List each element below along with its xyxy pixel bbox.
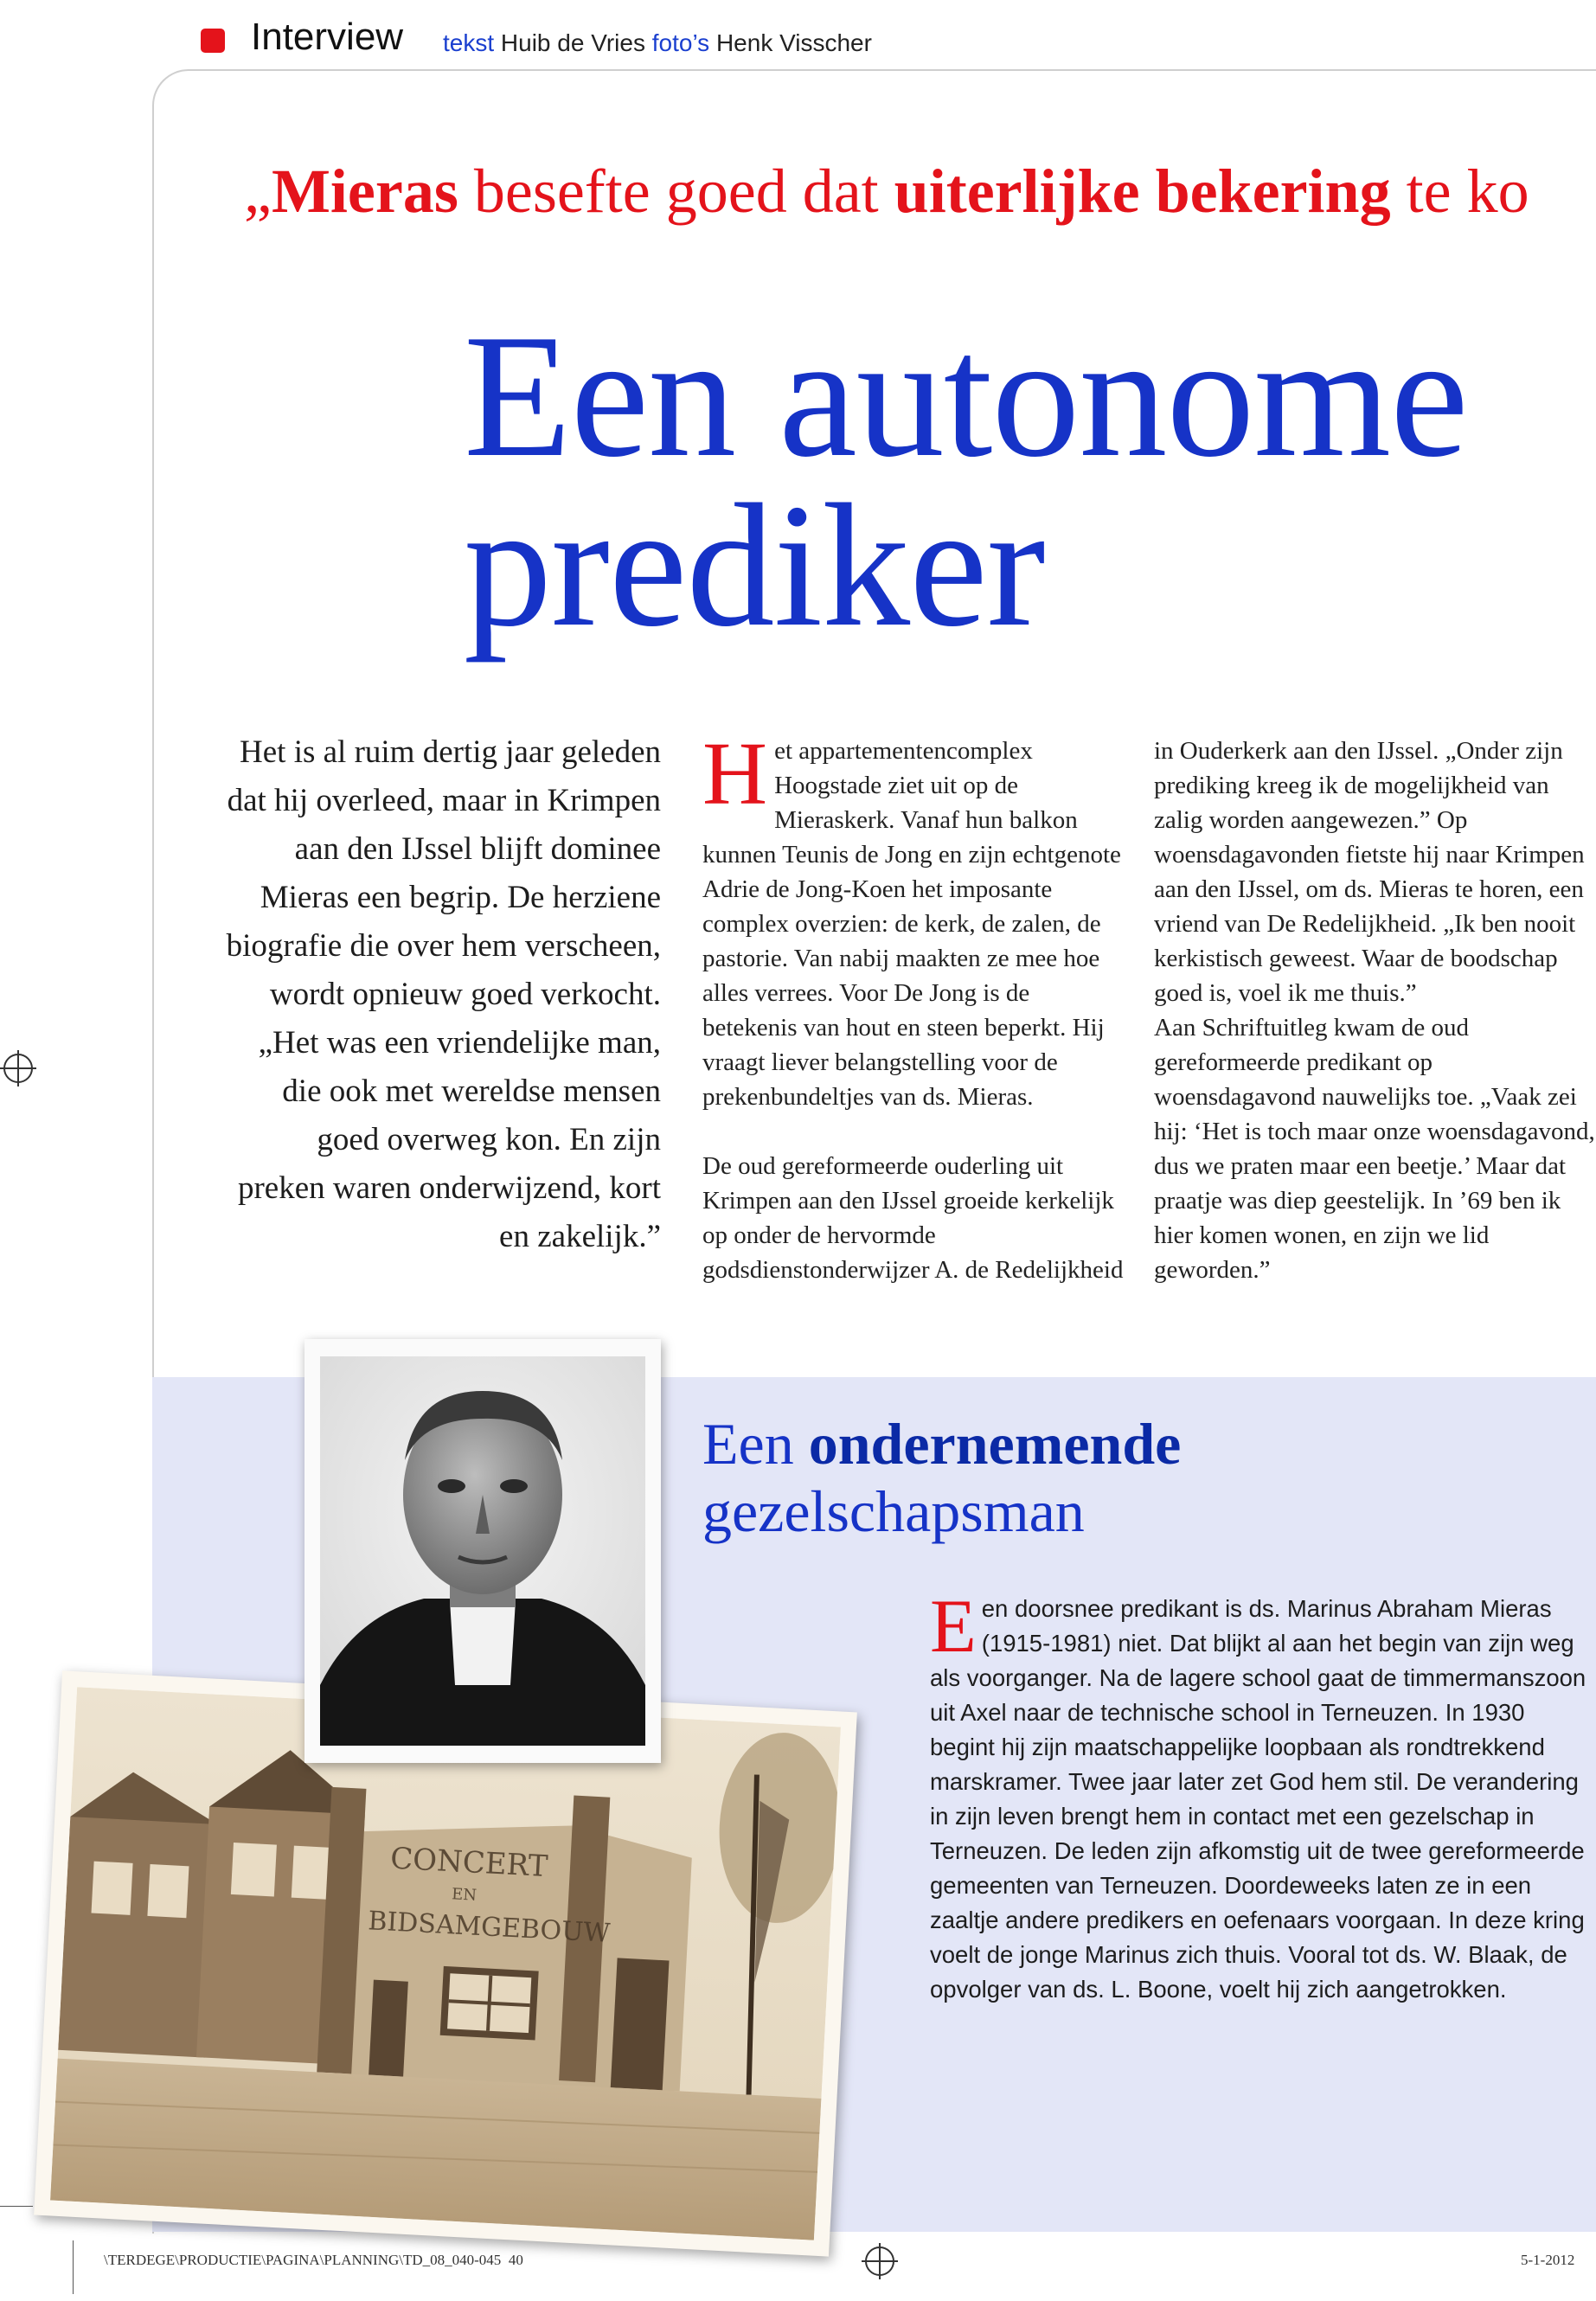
crop-mark-vertical [73,2240,74,2294]
sign-line-1: CONCERT [389,1841,549,1885]
footer-path-text: \TERDEGE\PRODUCTIE\PAGINA\PLANNING\TD_08_040-045 [104,2252,502,2268]
quote-bold-2: uiterlijke bekering [894,157,1391,226]
quote-open: „ [244,157,272,226]
headline-line-1: Een autonome [464,298,1468,494]
sign-line-3: BIDSAMGEBOUW [367,1906,612,1949]
portrait-photo-image [320,1356,645,1746]
footer-file-path [104,2252,523,2269]
portrait-photo [304,1339,661,1763]
section-marker [201,29,225,53]
footer-date: 5-1-2012 [1521,2252,1575,2268]
box-title-pre: Een [702,1411,809,1477]
column-1-paragraph-2: De oud gereformeerde ouderling uit Krimpen aan den IJssel groeide kerkelijk op onder de hervormde godsdienstonderwijzer A. de Redelijkheid [702,1152,1124,1284]
headline-line-2: prediker [464,468,1045,663]
quote-mid: besefte goed dat [458,157,894,226]
pull-quote [244,156,1596,228]
column-1-paragraph-1: et appartementencomplex Hoogstade ziet uit op de Mieraskerk. Vanaf hun balkon kunnen Teunis de Jong en zijn echtgenote Adrie de Jong-Koen het imposante complex overzien: de kerk, de zalen, de pastorie. Van nabij maakten ze mee hoe alles verrees. Voor De Jong is de betekenis van hout en steen beperkt. Hij vraagt liever belangstelling voor de prekenbundeltjes van ds. Mieras. [702,737,1121,1111]
building-photo-image [50,1687,841,2240]
author-name: Huib de Vries [500,29,645,56]
footer-page-number: 40 [508,2252,523,2268]
drop-cap: H [702,724,768,824]
registration-mark-icon [3,1054,33,1083]
column-2-paragraph-2: Aan Schriftuitleg kwam de oud gereformeerde predikant op woensdagavond nauwelijks toe. „Vaak zei hij: ‘Het is toch maar onze woensdagavond, dus we praten maar een beetje.’ Maar dat praatje was diep geestelijk. In ’69 ben ik hier komen wonen, en zijn we lid geworden.” [1154,1014,1595,1284]
text-credit-label: tekst [443,29,495,56]
column-2-paragraph-1: in Ouderkerk aan den IJssel. „Onder zijn prediking kreeg ik de mogelijkheid van zalig worden aangewezen.” Op woensdagavonden fietste hij naar Krimpen aan den IJssel, om ds. Mieras te horen, een vriend van De Redelijkheid. „Ik ben nooit kerkistisch geweest. Waar de boodschap goed is, voel ik me thuis.” [1154,737,1585,1007]
photographer-name: Henk Visscher [715,29,872,56]
photo-credit-label: foto’s [651,29,710,56]
article-column-1 [702,724,1125,1287]
article-column-2 [1154,734,1596,1287]
box-body-text [930,1585,1596,2007]
box-title-bold: ondernemende [808,1411,1182,1477]
crop-mark-horizontal [0,2206,33,2207]
box-paragraph: en doorsnee predikant is ds. Marinus Abraham Mieras (1915-1981) niet. Dat blijkt al aan het begin van zijn weg als voorganger. Na de lagere school gaat de timmermanszoon uit Axel naar de technische school in Terneuzen. In 1930 begint hij zijn maatschappelijke loopbaan als rondtrekkend marskramer. Twee jaar later zet God hem stil. De verandering in zijn leven brengt hem in contact met een gezelschap in Terneuzen. De leden zijn afkomstig uit de twee gereformeerde gemeenten van Terneuzen. Doordeweeks laten ze in een zaaltje andere predikers en oefenaars voorgaan. In deze kring voelt de jonge Marinus zich thuis. Vooral tot ds. W. Blaak, de opvolger van ds. L. Boone, voelt hij zich aangetrokken. [930,1595,1586,2003]
quote-bold-1: Mieras [271,157,458,226]
registration-mark-icon [865,2247,894,2276]
quote-tail: te ko [1390,157,1529,226]
sign-line-2: EN [451,1885,478,1905]
credits [443,29,872,57]
section-label: Interview [251,16,404,58]
box-title-line-2: gezelschapsman [702,1478,1085,1544]
box-title [702,1410,1181,1545]
intro-text: Het is al ruim dertig jaar geleden dat hij overleed, maar in Krimpen aan den IJssel blijft dominee Mieras een begrip. De herziene biografie die over hem verscheen, wordt opnieuw goed verkocht. „Het was een vriendelijke man, die ook met wereldse mensen goed overweg kon. En zijn preken waren onderwijzend, kort en zakelijk.” [226,734,661,1254]
headline [464,298,1468,663]
box-drop-cap: E [930,1585,977,1669]
